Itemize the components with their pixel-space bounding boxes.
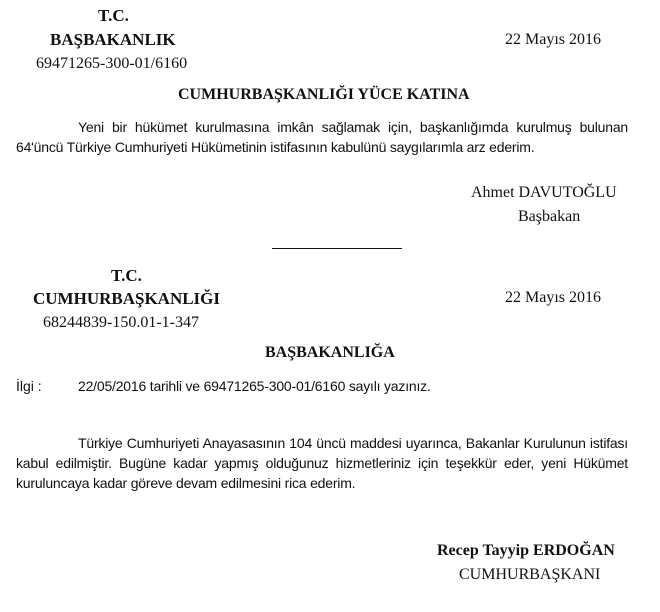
letter1-date: 22 Mayıs 2016 xyxy=(505,31,601,48)
letter2-header-tc: T.C. xyxy=(111,266,142,285)
letter1-title: CUMHURBAŞKANLIĞI YÜCE KATINA xyxy=(178,86,470,103)
letter2-signer-name: Recep Tayyip ERDOĞAN xyxy=(437,542,615,559)
letter1-paragraph: Yeni bir hükümet kurulmasına imkân sağlamak için, başkanlığımda kurulmuş bulunan 64'üncü Türkiye Cumhuriyeti Hükümetinin istifasının kabulünü saygılarımla arz ederim. xyxy=(16,119,628,155)
letter2-paragraph: Türkiye Cumhuriyeti Anayasasının 104 üncü maddesi uyarınca, Bakanlar Kurulunun istifası kabul edilmiştir. Bugüne kadar yapmış olduğunuz hizmetleriniz için teşekkür eder, yeni Hükümet kuruluncaya kadar göreve devam edilmesini rica ederim. xyxy=(16,435,628,491)
letter2-ilgi-text: 22/05/2016 tarihli ve 69471265-300-01/6160 sayılı yazınız. xyxy=(78,378,431,394)
letter2-ilgi-label: İlgi : xyxy=(16,378,42,394)
letter1-signer-name: Ahmet DAVUTOĞLU xyxy=(471,184,617,201)
letter1-ref-no: 69471265-300-01/6160 xyxy=(36,55,188,72)
letter1-signer-title: Başbakan xyxy=(518,208,581,225)
letter1-header-tc: T.C. xyxy=(98,6,129,25)
letter2-ref-no: 68244839-150.01-1-347 xyxy=(43,314,199,331)
letter2-title: BAŞBAKANLIĞA xyxy=(265,344,395,361)
section-divider xyxy=(272,248,402,249)
letter1-header-org: BAŞBAKANLIK xyxy=(50,30,176,49)
letter2-date: 22 Mayıs 2016 xyxy=(505,289,601,306)
letter2-signer-title: CUMHURBAŞKANI xyxy=(459,566,601,583)
letter2-header-org: CUMHURBAŞKANLIĞI xyxy=(33,289,221,308)
